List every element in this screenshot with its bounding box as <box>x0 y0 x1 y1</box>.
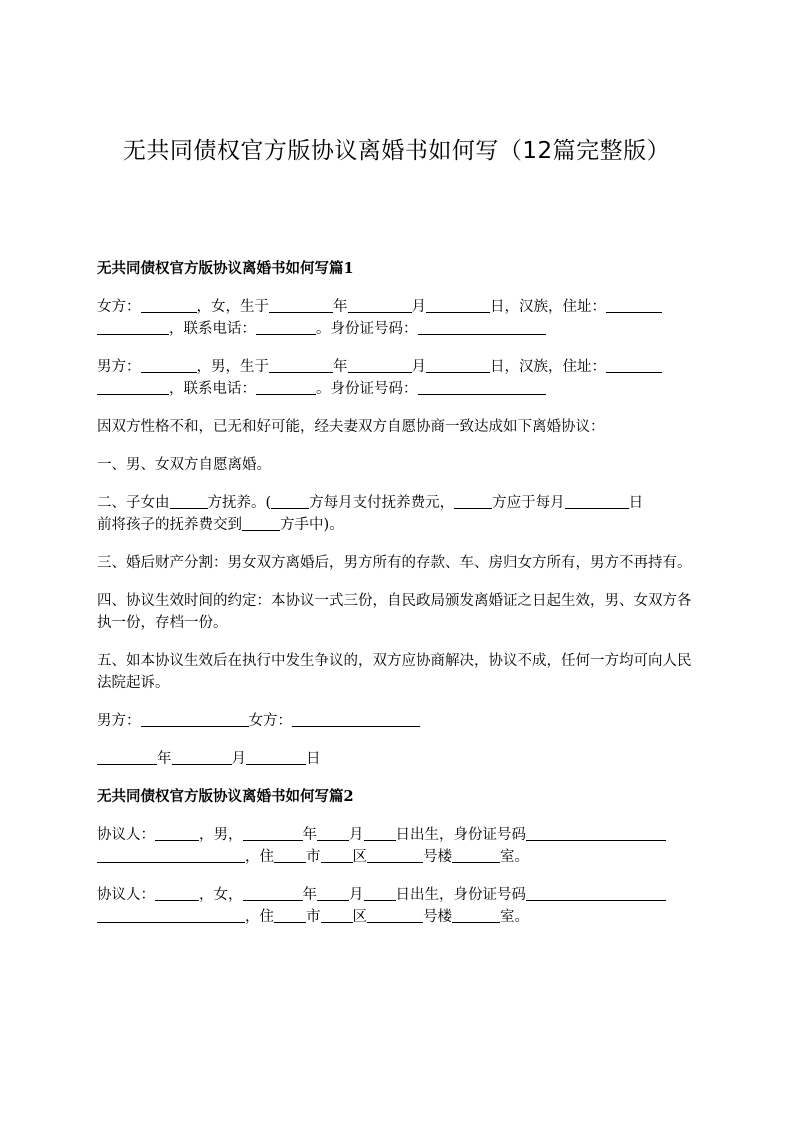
blank-field <box>274 846 306 863</box>
form-text: 室。 <box>500 909 529 925</box>
blank-field <box>348 356 412 373</box>
blank-field <box>364 884 396 901</box>
form-text: 。身份证号码： <box>316 321 418 337</box>
clause-1: 一、男、女双方自愿离婚。 <box>97 457 271 473</box>
form-text: 月 <box>349 827 364 843</box>
party-1-paragraph <box>97 824 697 868</box>
form-text: 方应于每月 <box>492 495 565 511</box>
blank-field <box>141 296 197 313</box>
blank-field <box>271 492 309 509</box>
clause-4: 四、协议生效时间的约定：本协议一式三份，自民政局颁发离婚证之日起生效，男、女双方各执一份，存档一份。 <box>97 593 692 631</box>
form-text: 月 <box>411 299 426 315</box>
form-text: 日 <box>628 495 644 511</box>
blank-field <box>269 296 333 313</box>
blank-field <box>364 824 396 841</box>
blank-field <box>292 710 420 727</box>
blank-field <box>452 846 500 863</box>
section-2-heading: 无共同债权官方版协议离婚书如何写篇2 <box>97 788 354 805</box>
blank-field <box>97 748 157 765</box>
form-text: ，女， <box>199 887 243 903</box>
blank-field <box>97 318 169 335</box>
form-text: 年 <box>333 299 348 315</box>
form-text: 前将孩子的抚养费交到 <box>97 517 242 533</box>
blank-field <box>97 378 169 395</box>
blank-field <box>269 356 333 373</box>
blank-field <box>97 846 245 863</box>
blank-field <box>526 884 666 901</box>
form-text: ，联系电话： <box>169 321 256 337</box>
form-text: 年 <box>302 887 317 903</box>
blank-field <box>348 296 412 313</box>
blank-field <box>317 884 349 901</box>
form-text: 女方： <box>248 713 292 729</box>
signature-line <box>97 710 697 732</box>
section-1-heading: 无共同债权官方版协议离婚书如何写篇1 <box>97 260 354 277</box>
wife-info-paragraph <box>97 296 697 340</box>
blank-field <box>172 748 232 765</box>
blank-field <box>418 318 546 335</box>
blank-field <box>454 492 492 509</box>
blank-field <box>242 514 280 531</box>
form-text: 市 <box>306 909 321 925</box>
blank-field <box>321 846 353 863</box>
blank-field <box>526 824 666 841</box>
blank-field <box>170 492 208 509</box>
blank-field <box>426 356 490 373</box>
form-text: 方手中)。 <box>280 517 344 533</box>
form-text: 日 <box>306 751 321 767</box>
blank-field <box>426 296 490 313</box>
blank-field <box>246 748 306 765</box>
document-title: 无共同债权官方版协议离婚书如何写（12篇完整版） <box>122 138 671 164</box>
blank-field <box>565 492 629 509</box>
form-text: 二、子女由 <box>97 495 170 511</box>
form-text: 日出生，身份证号码 <box>395 887 526 903</box>
blank-field <box>155 824 199 841</box>
blank-field <box>155 884 199 901</box>
form-text: 区 <box>352 909 367 925</box>
form-text: 年 <box>333 359 348 375</box>
blank-field <box>418 378 546 395</box>
form-text: 协议人： <box>97 827 155 843</box>
intro-paragraph: 因双方性格不和，已无和好可能，经夫妻双方自愿协商一致达成如下离婚协议： <box>97 419 605 435</box>
date-line <box>97 748 697 770</box>
form-text: 女方： <box>97 299 141 315</box>
document-body <box>97 258 697 944</box>
blank-field <box>256 378 316 395</box>
form-text: 号楼 <box>423 909 452 925</box>
form-text: 日出生，身份证号码 <box>395 827 526 843</box>
blank-field <box>367 906 423 923</box>
clause-2 <box>97 492 697 536</box>
form-text: 日，汉族，住址： <box>490 299 606 315</box>
husband-info-paragraph <box>97 356 697 400</box>
blank-field <box>321 906 353 923</box>
blank-field <box>606 296 662 313</box>
form-text: 室。 <box>500 849 529 865</box>
blank-field <box>256 318 316 335</box>
form-text: ，住 <box>245 849 274 865</box>
form-text: ，女，生于 <box>196 299 269 315</box>
party-2-paragraph <box>97 884 697 928</box>
form-text: ，男，生于 <box>196 359 269 375</box>
form-text: 方每月支付抚养费元， <box>309 495 455 511</box>
form-text: 市 <box>306 849 321 865</box>
blank-field <box>243 884 303 901</box>
form-text: ，联系电话： <box>169 381 256 397</box>
form-text: ，男， <box>199 827 243 843</box>
form-text: 日，汉族，住址： <box>490 359 606 375</box>
form-text: 男方： <box>97 359 141 375</box>
blank-field <box>141 356 197 373</box>
form-text: 月 <box>349 887 364 903</box>
clause-5: 五、如本协议生效后在执行中发生争议的，双方应协商解决，协议不成，任何一方均可向人民法院起诉。 <box>97 653 692 691</box>
form-text: 年 <box>302 827 317 843</box>
blank-field <box>141 710 249 727</box>
blank-field <box>452 906 500 923</box>
blank-field <box>606 356 662 373</box>
clause-3: 三、婚后财产分割：男女双方离婚后，男方所有的存款、车、房归女方所有，男方不再持有。 <box>97 555 692 571</box>
form-text: 协议人： <box>97 887 155 903</box>
blank-field <box>367 846 423 863</box>
blank-field <box>274 906 306 923</box>
blank-field <box>243 824 303 841</box>
blank-field <box>97 906 245 923</box>
form-text: 男方： <box>97 713 141 729</box>
form-text: 年 <box>157 751 172 767</box>
form-text: 号楼 <box>423 849 452 865</box>
form-text: 方抚养。( <box>207 495 272 511</box>
form-text: 月 <box>231 751 246 767</box>
form-text: 月 <box>411 359 426 375</box>
form-text: 区 <box>352 849 367 865</box>
blank-field <box>317 824 349 841</box>
form-text: ，住 <box>245 909 274 925</box>
form-text: 。身份证号码： <box>316 381 418 397</box>
